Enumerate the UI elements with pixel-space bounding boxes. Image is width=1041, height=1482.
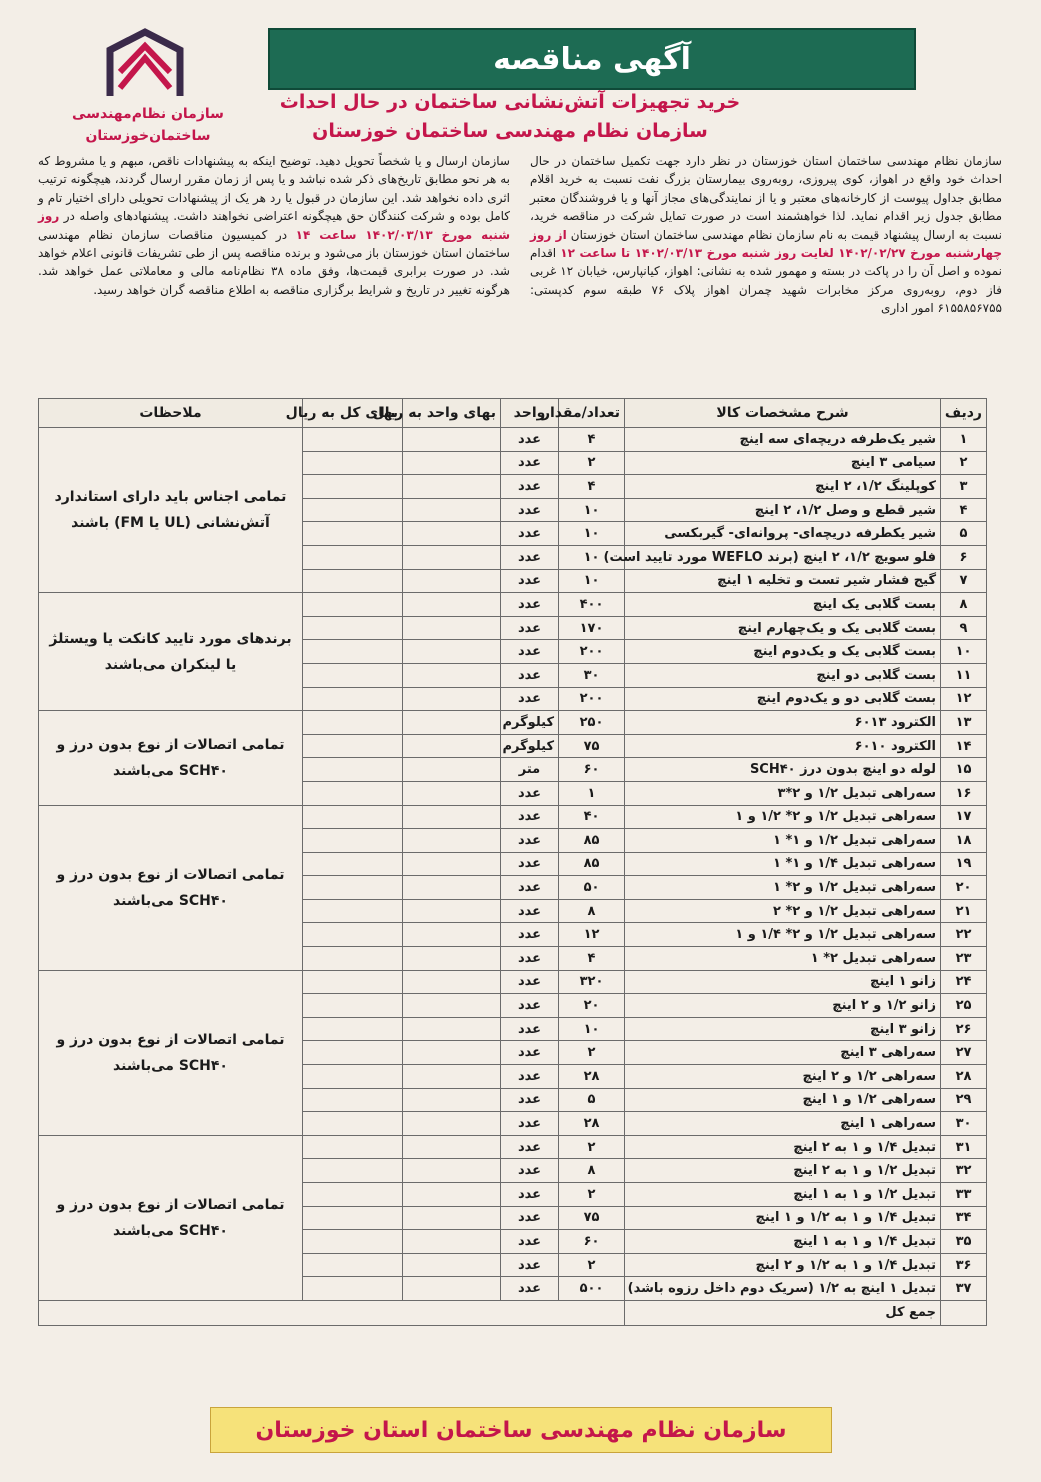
ad-subtitle-1: خرید تجهیزات آتش‌نشانی ساختمان در حال احداث: [279, 91, 741, 113]
item-description: تبدیل ۱/۲ و ۱ به ۱ اینچ: [625, 1183, 941, 1207]
unit-price-cell: [403, 663, 501, 687]
item-description: سه‌راهی تبدیل ۱/۲ و ۱* ۱: [625, 829, 941, 853]
item-unit: عدد: [501, 1253, 559, 1277]
col-header-total-price: بهای کل به ریال: [303, 399, 403, 428]
item-description: سه‌راهی ۱/۲ و ۱ اینچ: [625, 1088, 941, 1112]
item-quantity: ۱۲: [559, 923, 625, 947]
item-description: سه‌راهی تبدیل ۱/۲ و ۲* ۱/۴ و ۱: [625, 923, 941, 947]
item-description: سه‌راهی تبدیل ۱/۲ و ۲* ۱/۲ و ۱: [625, 805, 941, 829]
unit-price-cell: [403, 1253, 501, 1277]
row-number: ۱۸: [941, 829, 987, 853]
unit-price-cell: [403, 687, 501, 711]
notes-cell: تمامی اتصالات از نوع بدون درز و SCH۴۰ می‌باشند: [39, 970, 303, 1135]
row-number: ۳: [941, 475, 987, 499]
item-description: بست گلابی یک و یک‌دوم اینچ: [625, 640, 941, 664]
item-unit: عدد: [501, 1135, 559, 1159]
item-description: سه‌راهی ۳ اینچ: [625, 1041, 941, 1065]
item-quantity: ۲۸: [559, 1065, 625, 1089]
notes-cell: تمامی اجناس باید دارای استاندارد آتش‌نشانی (UL یا FM) باشند: [39, 428, 303, 593]
item-unit: عدد: [501, 616, 559, 640]
item-unit: عدد: [501, 923, 559, 947]
item-quantity: ۲: [559, 1041, 625, 1065]
item-description: سه‌راهی تبدیل ۱/۲ و ۲* ۲: [625, 899, 941, 923]
item-unit: عدد: [501, 1183, 559, 1207]
unit-price-cell: [403, 994, 501, 1018]
total-price-cell: [303, 1112, 403, 1136]
row-number: ۱۵: [941, 758, 987, 782]
row-number: ۱۲: [941, 687, 987, 711]
total-price-cell: [303, 545, 403, 569]
item-quantity: ۴: [559, 428, 625, 452]
total-price-cell: [303, 1041, 403, 1065]
item-description: شیر قطع و وصل ۱/۲، ۲ اینچ: [625, 498, 941, 522]
unit-price-cell: [403, 1017, 501, 1041]
table-header-row: [39, 399, 987, 428]
unit-price-cell: [403, 569, 501, 593]
total-price-cell: [303, 593, 403, 617]
unit-price-cell: [403, 876, 501, 900]
item-unit: عدد: [501, 475, 559, 499]
row-number: ۳۲: [941, 1159, 987, 1183]
item-description: سه‌راهی ۱/۲ و ۲ اینچ: [625, 1065, 941, 1089]
row-number: ۲۹: [941, 1088, 987, 1112]
item-unit: عدد: [501, 1041, 559, 1065]
notes-cell: تمامی اتصالات از نوع بدون درز و SCH۴۰ می‌باشند: [39, 1135, 303, 1300]
item-description: بست گلابی یک اینچ: [625, 593, 941, 617]
footer-organization-banner: سازمان نظام مهندسی ساختمان استان خوزستان: [210, 1407, 832, 1453]
unit-price-cell: [403, 1277, 501, 1301]
item-unit: عدد: [501, 663, 559, 687]
item-quantity: ۲: [559, 451, 625, 475]
unit-price-cell: [403, 781, 501, 805]
row-number: ۳۵: [941, 1230, 987, 1254]
table-row: [39, 593, 987, 617]
total-value-cell: [39, 1300, 625, 1325]
intro-right-column: [530, 152, 1002, 390]
item-unit: عدد: [501, 428, 559, 452]
intro-left-column: [38, 152, 510, 390]
unit-price-cell: [403, 711, 501, 735]
item-quantity: ۲: [559, 1135, 625, 1159]
total-price-cell: [303, 1159, 403, 1183]
items-table: [38, 398, 987, 1326]
total-price-cell: [303, 734, 403, 758]
total-price-cell: [303, 829, 403, 853]
row-number: ۲۷: [941, 1041, 987, 1065]
item-quantity: ۴: [559, 947, 625, 971]
total-price-cell: [303, 711, 403, 735]
item-quantity: ۱: [559, 781, 625, 805]
row-number: ۱۳: [941, 711, 987, 735]
item-unit: عدد: [501, 852, 559, 876]
row-number: ۲۱: [941, 899, 987, 923]
unit-price-cell: [403, 1206, 501, 1230]
item-quantity: ۸۵: [559, 852, 625, 876]
item-unit: عدد: [501, 687, 559, 711]
item-quantity: ۶۰: [559, 1230, 625, 1254]
total-price-cell: [303, 640, 403, 664]
total-price-cell: [303, 1135, 403, 1159]
organization-logo-icon: [90, 28, 200, 98]
unit-price-cell: [403, 947, 501, 971]
total-price-cell: [303, 1017, 403, 1041]
item-quantity: ۱۰: [559, 545, 625, 569]
intro-right-text-b: اقدام نموده و اصل آن را در پاکت در بسته و مهمور شده به نشانی: اهواز، کیانپارس، خیابان ۱۲ غربی فاز دوم، روبه‌روی مرکز مخابرات شهید چمران اهواز پلاک ۷۶ طبقه سوم کدپستی: ۶۱۵۵۸۵۶۷۵۵ امور اداری: [530, 246, 1003, 316]
item-description: لوله دو اینچ بدون درز SCH۴۰: [625, 758, 941, 782]
row-number: ۳۱: [941, 1135, 987, 1159]
item-unit: عدد: [501, 994, 559, 1018]
item-unit: عدد: [501, 593, 559, 617]
item-description: تبدیل ۱/۲ و ۱ به ۲ اینچ: [625, 1159, 941, 1183]
total-price-cell: [303, 781, 403, 805]
item-description: الکترود ۶۰۱۳: [625, 711, 941, 735]
notes-cell: برندهای مورد تایید کانکت یا ویستلژ یا لینکران می‌باشند: [39, 593, 303, 711]
table-row: [39, 711, 987, 735]
item-quantity: ۱۰: [559, 569, 625, 593]
item-description: تبدیل ۱/۴ و ۱ به ۲ اینچ: [625, 1135, 941, 1159]
item-description: سه‌راهی تبدیل ۱/۲ و ۲*۳: [625, 781, 941, 805]
intro-left-text-a: سازمان ارسال و یا شخصاً تحویل دهید. توضیح اینکه به پیشنهادات ناقص، مبهم و یا مشروط که به هر نحو مطابق تاریخ‌های ذکر شده نباشد و یا پس از زمان مقرر ارسال گردند، هیچگونه ترتیب اثری داده نخواهد شد. این سازمان در قبول یا رد هر یک از پیشنهادات تحویلی دارای اختیار تام و کامل بوده و شرکت کنندگان حق هیچگونه اعتراضی نخواهند داشت. پیشنهادهای واصله در: [38, 154, 510, 224]
item-description: سه‌راهی تبدیل ۲* ۱: [625, 947, 941, 971]
col-header-row: ردیف: [941, 399, 987, 428]
item-description: الکترود ۶۰۱۰: [625, 734, 941, 758]
row-number: ۲۳: [941, 947, 987, 971]
unit-price-cell: [403, 1183, 501, 1207]
item-description: کوپلینگ ۱/۲، ۲ اینچ: [625, 475, 941, 499]
item-quantity: ۴۰: [559, 805, 625, 829]
notes-cell: تمامی اتصالات از نوع بدون درز و SCH۴۰ می‌باشند: [39, 805, 303, 970]
item-description: زانو ۱ اینچ: [625, 970, 941, 994]
row-number: ۳۶: [941, 1253, 987, 1277]
row-number: ۲۶: [941, 1017, 987, 1041]
total-price-cell: [303, 475, 403, 499]
total-price-cell: [303, 1277, 403, 1301]
row-number: ۸: [941, 593, 987, 617]
item-description: تبدیل ۱/۴ و ۱ به ۱/۲ و ۲ اینچ: [625, 1253, 941, 1277]
ad-banner-title: آگهی مناقصه: [268, 28, 916, 90]
item-quantity: ۱۰: [559, 1017, 625, 1041]
table-row: [39, 970, 987, 994]
item-unit: کیلوگرم: [501, 734, 559, 758]
item-quantity: ۴: [559, 475, 625, 499]
ad-subtitle-2: سازمان نظام مهندسی ساختمان خوزستان: [312, 120, 708, 142]
item-description: سه‌راهی ۱ اینچ: [625, 1112, 941, 1136]
unit-price-cell: [403, 451, 501, 475]
logo-line-1: سازمان نظام‌مهندسی: [72, 106, 224, 122]
item-quantity: ۵۰۰: [559, 1277, 625, 1301]
item-unit: عدد: [501, 876, 559, 900]
unit-price-cell: [403, 923, 501, 947]
total-price-cell: [303, 947, 403, 971]
item-description: تبدیل ۱ اینچ به ۱/۲ (سریک دوم داخل رزوه باشد): [625, 1277, 941, 1301]
row-number: ۲۵: [941, 994, 987, 1018]
item-quantity: ۱۰: [559, 498, 625, 522]
row-number: ۱۴: [941, 734, 987, 758]
row-number: ۱: [941, 428, 987, 452]
item-unit: عدد: [501, 1112, 559, 1136]
row-number: ۳۴: [941, 1206, 987, 1230]
row-number: ۱۰: [941, 640, 987, 664]
total-price-cell: [303, 1088, 403, 1112]
total-price-cell: [303, 758, 403, 782]
unit-price-cell: [403, 428, 501, 452]
row-number: ۲: [941, 451, 987, 475]
unit-price-cell: [403, 593, 501, 617]
item-quantity: ۴۰۰: [559, 593, 625, 617]
item-quantity: ۶۰: [559, 758, 625, 782]
row-number: ۳۳: [941, 1183, 987, 1207]
table-body: [39, 428, 987, 1326]
unit-price-cell: [403, 545, 501, 569]
item-unit: عدد: [501, 947, 559, 971]
item-unit: عدد: [501, 569, 559, 593]
item-quantity: ۲۵۰: [559, 711, 625, 735]
unit-price-cell: [403, 1230, 501, 1254]
col-header-desc: شرح مشخصات کالا: [625, 399, 941, 428]
row-number: ۲۰: [941, 876, 987, 900]
unit-price-cell: [403, 498, 501, 522]
logo-caption: [58, 103, 238, 147]
row-number: ۶: [941, 545, 987, 569]
row-number: ۲۴: [941, 970, 987, 994]
unit-price-cell: [403, 1159, 501, 1183]
intro-left-date: روز شنبه مورخ ۱۴۰۲/۰۳/۱۳ ساعت ۱۴: [38, 209, 510, 242]
row-number: ۳۷: [941, 1277, 987, 1301]
unit-price-cell: [403, 1065, 501, 1089]
item-unit: متر: [501, 758, 559, 782]
item-description: بست گلابی یک و یک‌چهارم اینچ: [625, 616, 941, 640]
item-description: تبدیل ۱/۴ و ۱ به ۱/۲ و ۱ اینچ: [625, 1206, 941, 1230]
total-price-cell: [303, 876, 403, 900]
unit-price-cell: [403, 852, 501, 876]
item-description: بست گلابی دو و یک‌دوم اینچ: [625, 687, 941, 711]
total-price-cell: [303, 1230, 403, 1254]
item-description: بست گلابی دو اینچ: [625, 663, 941, 687]
item-quantity: ۵: [559, 1088, 625, 1112]
unit-price-cell: [403, 1112, 501, 1136]
unit-price-cell: [403, 829, 501, 853]
item-quantity: ۲۸: [559, 1112, 625, 1136]
item-quantity: ۱۷۰: [559, 616, 625, 640]
item-unit: عدد: [501, 829, 559, 853]
item-unit: عدد: [501, 1088, 559, 1112]
table-row: [39, 1135, 987, 1159]
row-number: ۹: [941, 616, 987, 640]
total-price-cell: [303, 1253, 403, 1277]
total-price-cell: [303, 994, 403, 1018]
total-price-cell: [303, 899, 403, 923]
item-unit: عدد: [501, 640, 559, 664]
item-quantity: ۲۰۰: [559, 640, 625, 664]
total-price-cell: [303, 852, 403, 876]
unit-price-cell: [403, 475, 501, 499]
item-quantity: ۲: [559, 1183, 625, 1207]
item-description: زانو ۳ اینچ: [625, 1017, 941, 1041]
total-price-cell: [303, 687, 403, 711]
item-unit: عدد: [501, 899, 559, 923]
intro-right-dates: از روز چهارشنبه مورخ ۱۴۰۲/۰۲/۲۷ لغایت روز شنبه مورخ ۱۴۰۲/۰۳/۱۳ تا ساعت ۱۲: [530, 227, 1002, 261]
row-number: ۷: [941, 569, 987, 593]
item-quantity: ۲: [559, 1253, 625, 1277]
unit-price-cell: [403, 522, 501, 546]
item-description: سه‌راهی تبدیل ۱/۲ و ۲* ۱: [625, 876, 941, 900]
total-price-cell: [303, 970, 403, 994]
row-number: ۳۰: [941, 1112, 987, 1136]
unit-price-cell: [403, 1088, 501, 1112]
item-unit: عدد: [501, 1159, 559, 1183]
item-unit: عدد: [501, 1206, 559, 1230]
intro-left-text-b: در کمیسیون مناقصات سازمان نظام مهندسی ساختمان استان خوزستان باز می‌شود و برنده مناقصه پس از طی تشریفات قانونی اعلام خواهد شد. در صورت برابری قیمت‌ها، وفق ماده ۳۸ نظام‌نامه مالی و معاملاتی عمل خواهد شد. هرگونه تغییر در تاریخ و شرایط برگزاری مناقصه به اطلاع مناقصه گران خواهد رسید.: [38, 227, 510, 297]
total-price-cell: [303, 428, 403, 452]
unit-price-cell: [403, 734, 501, 758]
total-price-cell: [303, 1065, 403, 1089]
item-quantity: ۳۰: [559, 663, 625, 687]
item-unit: عدد: [501, 498, 559, 522]
col-header-notes: ملاحظات: [39, 399, 303, 428]
item-quantity: ۷۵: [559, 734, 625, 758]
row-number: ۱۶: [941, 781, 987, 805]
item-description: گیج فشار شیر تست و تخلیه ۱ اینچ: [625, 569, 941, 593]
row-number: ۲۲: [941, 923, 987, 947]
item-quantity: ۲۰۰: [559, 687, 625, 711]
item-quantity: ۵۰: [559, 876, 625, 900]
item-description: فلو سویچ ۱/۲، ۲ اینچ (برند WEFLO مورد تایید است): [625, 545, 941, 569]
intro-right-text-a: سازمان نظام مهندسی ساختمان استان خوزستان در نظر دارد جهت تکمیل ساختمان در حال احداث خود واقع در اهواز، کوی پیروزی، روبه‌روی بیمارستان بزرگ نفت نسبت به خرید اقلام مطابق جداول پیوست از کارخانه‌های معتبر و یا از نمایندگی‌های مجاز آنها و یا فروشندگان معتبر مطابق جدول زیر اقدام نماید. لذا خواهشمند است در صورت تمایل شرکت در مناقصه خرید، نسبت به ارسال پیشنهاد قیمت به نام سازمان نظام مهندسی ساختمان استان خوزستان: [530, 154, 1002, 242]
item-unit: کیلوگرم: [501, 711, 559, 735]
row-number: ۱۹: [941, 852, 987, 876]
notes-cell: تمامی اتصالات از نوع بدون درز و SCH۴۰ می‌باشند: [39, 711, 303, 805]
total-spacer: [941, 1300, 987, 1325]
total-price-cell: [303, 522, 403, 546]
unit-price-cell: [403, 1135, 501, 1159]
unit-price-cell: [403, 640, 501, 664]
total-price-cell: [303, 923, 403, 947]
item-description: زانو ۱/۲ و ۲ اینچ: [625, 994, 941, 1018]
item-description: شیر یکطرفه دریچه‌ای- پروانه‌ای- گیربکسی: [625, 522, 941, 546]
item-quantity: ۲۰: [559, 994, 625, 1018]
item-unit: عدد: [501, 1230, 559, 1254]
item-quantity: ۸: [559, 1159, 625, 1183]
item-description: تبدیل ۱/۴ و ۱ به ۱ اینچ: [625, 1230, 941, 1254]
col-header-unit: واحد: [501, 399, 559, 428]
row-number: ۲۸: [941, 1065, 987, 1089]
row-number: ۱۷: [941, 805, 987, 829]
unit-price-cell: [403, 758, 501, 782]
unit-price-cell: [403, 899, 501, 923]
unit-price-cell: [403, 1041, 501, 1065]
item-quantity: ۸۵: [559, 829, 625, 853]
row-number: ۴: [941, 498, 987, 522]
logo-line-2: ساختمان‌خوزستان: [85, 128, 211, 144]
unit-price-cell: [403, 970, 501, 994]
total-price-cell: [303, 1183, 403, 1207]
total-row: [39, 1300, 987, 1325]
col-header-unit-price: بهای واحد به ریال: [403, 399, 501, 428]
unit-price-cell: [403, 805, 501, 829]
item-unit: عدد: [501, 781, 559, 805]
item-quantity: ۳۲۰: [559, 970, 625, 994]
table-row: [39, 805, 987, 829]
item-unit: عدد: [501, 451, 559, 475]
item-quantity: ۸: [559, 899, 625, 923]
item-unit: عدد: [501, 1017, 559, 1041]
total-price-cell: [303, 1206, 403, 1230]
item-quantity: ۷۵: [559, 1206, 625, 1230]
item-unit: عدد: [501, 522, 559, 546]
table-row: [39, 428, 987, 452]
item-description: سه‌راهی تبدیل ۱/۴ و ۱* ۱: [625, 852, 941, 876]
row-number: ۱۱: [941, 663, 987, 687]
item-unit: عدد: [501, 970, 559, 994]
total-price-cell: [303, 451, 403, 475]
total-price-cell: [303, 569, 403, 593]
item-description: شیر یک‌طرفه دریچه‌ای سه اینچ: [625, 428, 941, 452]
unit-price-cell: [403, 616, 501, 640]
item-unit: عدد: [501, 1065, 559, 1089]
total-label: جمع کل: [625, 1300, 941, 1325]
total-price-cell: [303, 663, 403, 687]
item-quantity: ۱۰: [559, 522, 625, 546]
item-unit: عدد: [501, 1277, 559, 1301]
item-unit: عدد: [501, 805, 559, 829]
total-price-cell: [303, 498, 403, 522]
col-header-qty: تعداد/مقدار: [559, 399, 625, 428]
total-price-cell: [303, 616, 403, 640]
row-number: ۵: [941, 522, 987, 546]
total-price-cell: [303, 805, 403, 829]
item-description: سیامی ۳ اینچ: [625, 451, 941, 475]
item-unit: عدد: [501, 545, 559, 569]
